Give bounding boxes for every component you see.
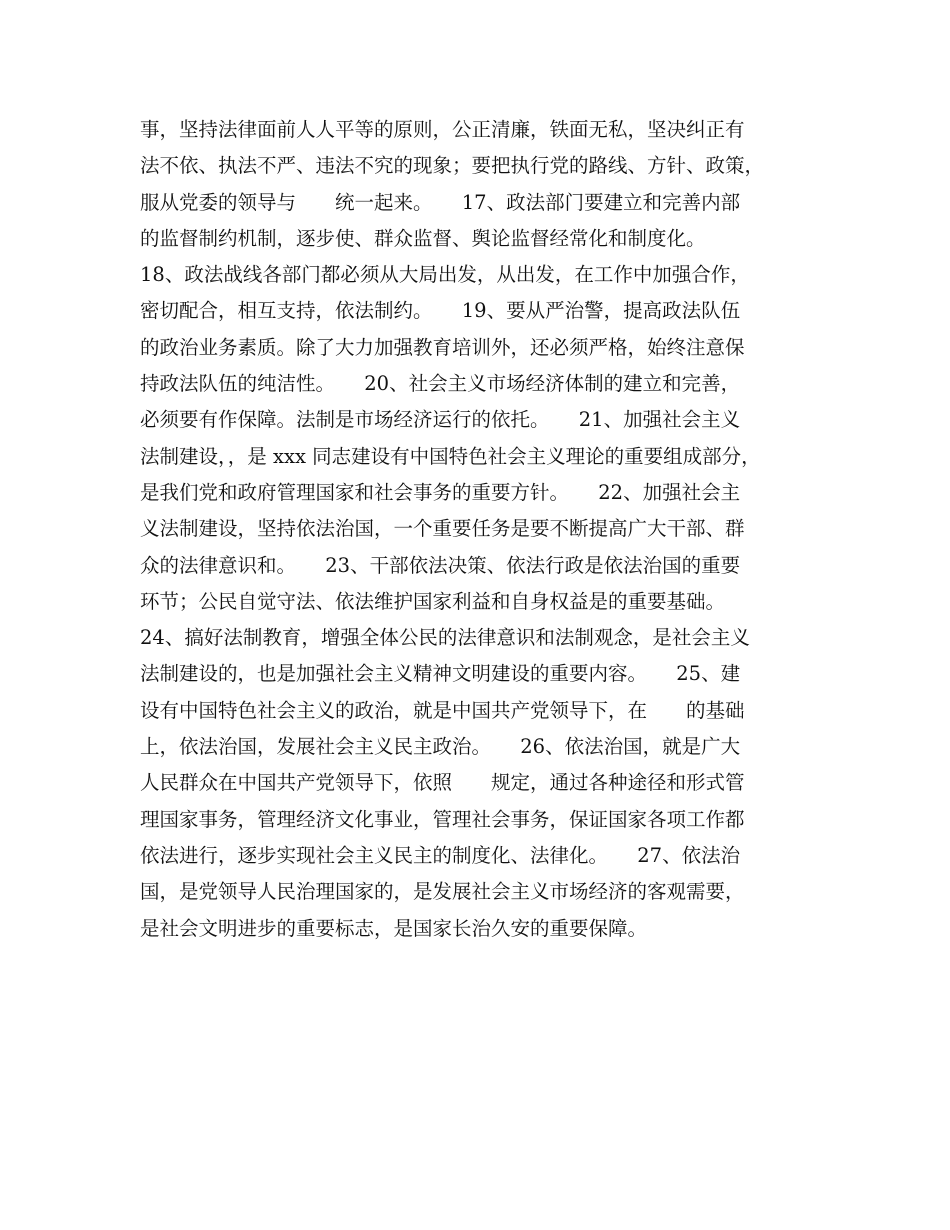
text-line: 上，依法治国，发展社会主义民主政治。 26、依法治国，就是广大 <box>140 735 741 759</box>
text-line: 事，坚持法律面前人人平等的原则，公正清廉，铁面无私，坚决纠正有 <box>140 118 745 141</box>
text-line: 法制建设，，是 xxx 同志建设有中国特色社会主义理论的重要组成部分， <box>140 444 761 468</box>
text-line: 理国家事务，管理经济文化事业，管理社会事务，保证国家各项工作都 <box>140 807 745 831</box>
body-text <box>140 112 830 947</box>
text-line: 义法制建设，坚持依法治国，一个重要任务是要不断提高广大干部、群 <box>140 517 745 541</box>
text-line: 法制建设的，也是加强社会主义精神文明建设的重要内容。 25、建 <box>140 662 741 686</box>
text-line: 环节；公民自觉守法、依法维护国家利益和自身权益是的重要基础。 <box>140 589 726 613</box>
text-line: 24、搞好法制教育，增强全体公民的法律意识和法制观念，是社会主义 <box>140 626 750 650</box>
text-line: 人民群众在中国共产党领导下，依照 规定，通过各种途径和形式管 <box>140 771 745 795</box>
text-line: 众的法律意识和。 23、干部依法决策、依法行政是依法治国的重要 <box>140 553 741 577</box>
text-line: 依法进行，逐步实现社会主义民主的制度化、法律化。 27、依法治 <box>140 843 741 867</box>
text-line: 的政治业务素质。除了大力加强教育培训外，还必须严格，始终注意保 <box>140 335 745 359</box>
text-line: 法不依、执法不严、违法不究的现象；要把执行党的路线、方针、政策， <box>140 154 765 178</box>
text-line: 设有中国特色社会主义的政治，就是中国共产党领导下，在 的基础 <box>140 698 745 722</box>
text-line: 是我们党和政府管理国家和社会事务的重要方针。 22、加强社会主 <box>140 480 741 504</box>
text-line: 服从党委的领导与 统一起来。 17、政法部门要建立和完善内部 <box>140 190 741 214</box>
text-line: 18、政法战线各部门都必须从大局出发，从出发，在工作中加强合作， <box>140 263 750 287</box>
text-line: 必须要有作保障。法制是市场经济运行的依托。 21、加强社会主义 <box>140 408 741 432</box>
text-line: 是社会文明进步的重要标志，是国家长治久安的重要保障。 <box>140 916 648 940</box>
text-line: 持政法队伍的纯洁性。 20、社会主义市场经济体制的建立和完善， <box>140 372 741 396</box>
text-line: 国，是党领导人民治理国家的，是发展社会主义市场经济的客观需要， <box>140 880 745 904</box>
text-line: 的监督制约机制，逐步使、群众监督、舆论监督经常化和制度化。 <box>140 226 706 250</box>
text-line: 密切配合，相互支持，依法制约。 19、要从严治警，提高政法队伍 <box>140 299 741 323</box>
